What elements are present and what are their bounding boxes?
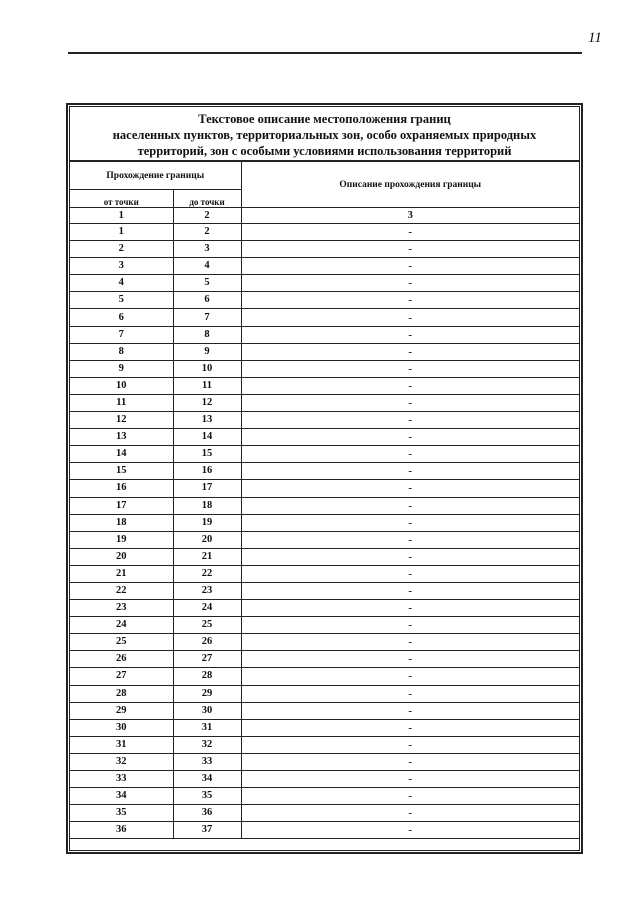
description-cell: -: [241, 651, 579, 668]
table-row: [70, 412, 579, 429]
to-point-cell: 34: [173, 771, 241, 788]
to-point-cell: 29: [173, 685, 241, 702]
to-point-cell: 24: [173, 600, 241, 617]
from-point-cell: 1: [70, 224, 173, 241]
table-row: [70, 429, 579, 446]
table-row: [70, 394, 579, 411]
table-row: [70, 309, 579, 326]
description-cell: -: [241, 788, 579, 805]
description-cell: -: [241, 275, 579, 292]
to-point-cell: 36: [173, 805, 241, 822]
title-line-3: территорий, зон с особыми условиями использования территорий: [137, 144, 512, 158]
to-point-cell: 11: [173, 377, 241, 394]
from-point-cell: 5: [70, 292, 173, 309]
table-row: [70, 446, 579, 463]
table-row: [70, 326, 579, 343]
description-cell: -: [241, 600, 579, 617]
table-row: [70, 497, 579, 514]
from-point-cell: 33: [70, 771, 173, 788]
from-point-cell: 2: [70, 241, 173, 258]
to-point-cell: 26: [173, 634, 241, 651]
from-point-cell: 12: [70, 412, 173, 429]
description-cell: -: [241, 429, 579, 446]
to-point-cell: 2: [173, 224, 241, 241]
table-row: [70, 377, 579, 394]
to-point-cell: 9: [173, 343, 241, 360]
description-cell: -: [241, 805, 579, 822]
table-row: [70, 753, 579, 770]
description-cell: -: [241, 753, 579, 770]
description-cell: -: [241, 668, 579, 685]
from-point-cell: 27: [70, 668, 173, 685]
to-point-cell: 30: [173, 702, 241, 719]
table-row: [70, 480, 579, 497]
table-row: [70, 617, 579, 634]
table-row: [70, 788, 579, 805]
from-point-cell: 29: [70, 702, 173, 719]
table-row: [70, 258, 579, 275]
header-from-point-label: от точки: [103, 197, 139, 207]
document-title: [70, 107, 579, 161]
table-row: [70, 548, 579, 565]
description-cell: -: [241, 412, 579, 429]
table-row: [70, 275, 579, 292]
description-cell: -: [241, 548, 579, 565]
description-cell: -: [241, 685, 579, 702]
description-cell: -: [241, 480, 579, 497]
description-cell: -: [241, 771, 579, 788]
to-point-cell: 28: [173, 668, 241, 685]
to-point-cell: 23: [173, 582, 241, 599]
description-cell: -: [241, 736, 579, 753]
header-rule: [68, 52, 582, 54]
description-cell: -: [241, 394, 579, 411]
to-point-cell: 16: [173, 463, 241, 480]
from-point-cell: 3: [70, 258, 173, 275]
description-cell: -: [241, 343, 579, 360]
to-point-cell: 25: [173, 617, 241, 634]
from-point-cell: 10: [70, 377, 173, 394]
description-cell: -: [241, 719, 579, 736]
table-row: [70, 241, 579, 258]
from-point-cell: 4: [70, 275, 173, 292]
header-to-point: [173, 190, 241, 208]
from-point-cell: 19: [70, 531, 173, 548]
description-cell: -: [241, 463, 579, 480]
from-point-cell: 35: [70, 805, 173, 822]
description-cell: -: [241, 702, 579, 719]
from-point-cell: 32: [70, 753, 173, 770]
from-point-cell: 30: [70, 719, 173, 736]
header-from-point: [70, 190, 173, 208]
to-point-cell: 3: [173, 241, 241, 258]
to-point-cell: 10: [173, 360, 241, 377]
description-cell: -: [241, 582, 579, 599]
to-point-cell: 17: [173, 480, 241, 497]
from-point-cell: 13: [70, 429, 173, 446]
from-point-cell: 7: [70, 326, 173, 343]
description-cell: -: [241, 497, 579, 514]
table-row: [70, 514, 579, 531]
to-point-cell: 22: [173, 565, 241, 582]
from-point-cell: 9: [70, 360, 173, 377]
from-point-cell: 34: [70, 788, 173, 805]
description-cell: -: [241, 446, 579, 463]
to-point-cell: 8: [173, 326, 241, 343]
from-point-cell: 24: [70, 617, 173, 634]
from-point-cell: 15: [70, 463, 173, 480]
to-point-cell: 7: [173, 309, 241, 326]
boundary-table-frame: [66, 103, 583, 854]
from-point-cell: 11: [70, 394, 173, 411]
description-cell: -: [241, 258, 579, 275]
description-cell: -: [241, 377, 579, 394]
description-cell: -: [241, 241, 579, 258]
to-point-cell: 14: [173, 429, 241, 446]
column-number-1: 1: [70, 208, 173, 224]
table-row: [70, 292, 579, 309]
from-point-cell: 22: [70, 582, 173, 599]
table-row: [70, 651, 579, 668]
to-point-cell: 5: [173, 275, 241, 292]
table-body: [70, 224, 579, 839]
from-point-cell: 25: [70, 634, 173, 651]
table-row: [70, 343, 579, 360]
to-point-cell: 31: [173, 719, 241, 736]
description-cell: -: [241, 565, 579, 582]
table-row: [70, 224, 579, 241]
from-point-cell: 28: [70, 685, 173, 702]
description-cell: -: [241, 617, 579, 634]
table-row: [70, 771, 579, 788]
description-cell: -: [241, 292, 579, 309]
title-line-1: Текстовое описание местоположения границ: [198, 112, 451, 126]
to-point-cell: 4: [173, 258, 241, 275]
description-cell: -: [241, 514, 579, 531]
from-point-cell: 16: [70, 480, 173, 497]
description-cell: -: [241, 309, 579, 326]
to-point-cell: 20: [173, 531, 241, 548]
description-cell: -: [241, 634, 579, 651]
boundary-table: [70, 161, 579, 839]
description-cell: -: [241, 822, 579, 839]
to-point-cell: 32: [173, 736, 241, 753]
to-point-cell: 12: [173, 394, 241, 411]
to-point-cell: 13: [173, 412, 241, 429]
boundary-table-inner: [69, 106, 580, 851]
page-number: 11: [588, 30, 602, 46]
from-point-cell: 23: [70, 600, 173, 617]
table-row: [70, 634, 579, 651]
to-point-cell: 21: [173, 548, 241, 565]
header-boundary-passage: Прохождение границы: [70, 162, 241, 190]
header-to-point-label: до точки: [189, 197, 225, 207]
description-cell: -: [241, 326, 579, 343]
from-point-cell: 8: [70, 343, 173, 360]
from-point-cell: 6: [70, 309, 173, 326]
from-point-cell: 17: [70, 497, 173, 514]
to-point-cell: 15: [173, 446, 241, 463]
table-row: [70, 565, 579, 582]
to-point-cell: 18: [173, 497, 241, 514]
description-cell: -: [241, 224, 579, 241]
table-row: [70, 582, 579, 599]
description-cell: -: [241, 531, 579, 548]
table-row: [70, 736, 579, 753]
from-point-cell: 36: [70, 822, 173, 839]
table-row: [70, 719, 579, 736]
title-line-2: населенных пунктов, территориальных зон, особо охраняемых природных: [112, 128, 537, 142]
table-row: [70, 805, 579, 822]
table-row: [70, 668, 579, 685]
table-row: [70, 822, 579, 839]
from-point-cell: 26: [70, 651, 173, 668]
column-number-2: 2: [173, 208, 241, 224]
from-point-cell: 18: [70, 514, 173, 531]
column-number-3: 3: [241, 208, 579, 224]
table-row: [70, 685, 579, 702]
table-row: [70, 702, 579, 719]
from-point-cell: 20: [70, 548, 173, 565]
table-row: [70, 463, 579, 480]
from-point-cell: 21: [70, 565, 173, 582]
from-point-cell: 31: [70, 736, 173, 753]
to-point-cell: 33: [173, 753, 241, 770]
table-row: [70, 600, 579, 617]
description-cell: -: [241, 360, 579, 377]
to-point-cell: 19: [173, 514, 241, 531]
to-point-cell: 37: [173, 822, 241, 839]
table-row: [70, 531, 579, 548]
table-row: [70, 360, 579, 377]
to-point-cell: 6: [173, 292, 241, 309]
header-boundary-description: Описание прохождения границы: [241, 162, 579, 208]
to-point-cell: 27: [173, 651, 241, 668]
from-point-cell: 14: [70, 446, 173, 463]
to-point-cell: 35: [173, 788, 241, 805]
